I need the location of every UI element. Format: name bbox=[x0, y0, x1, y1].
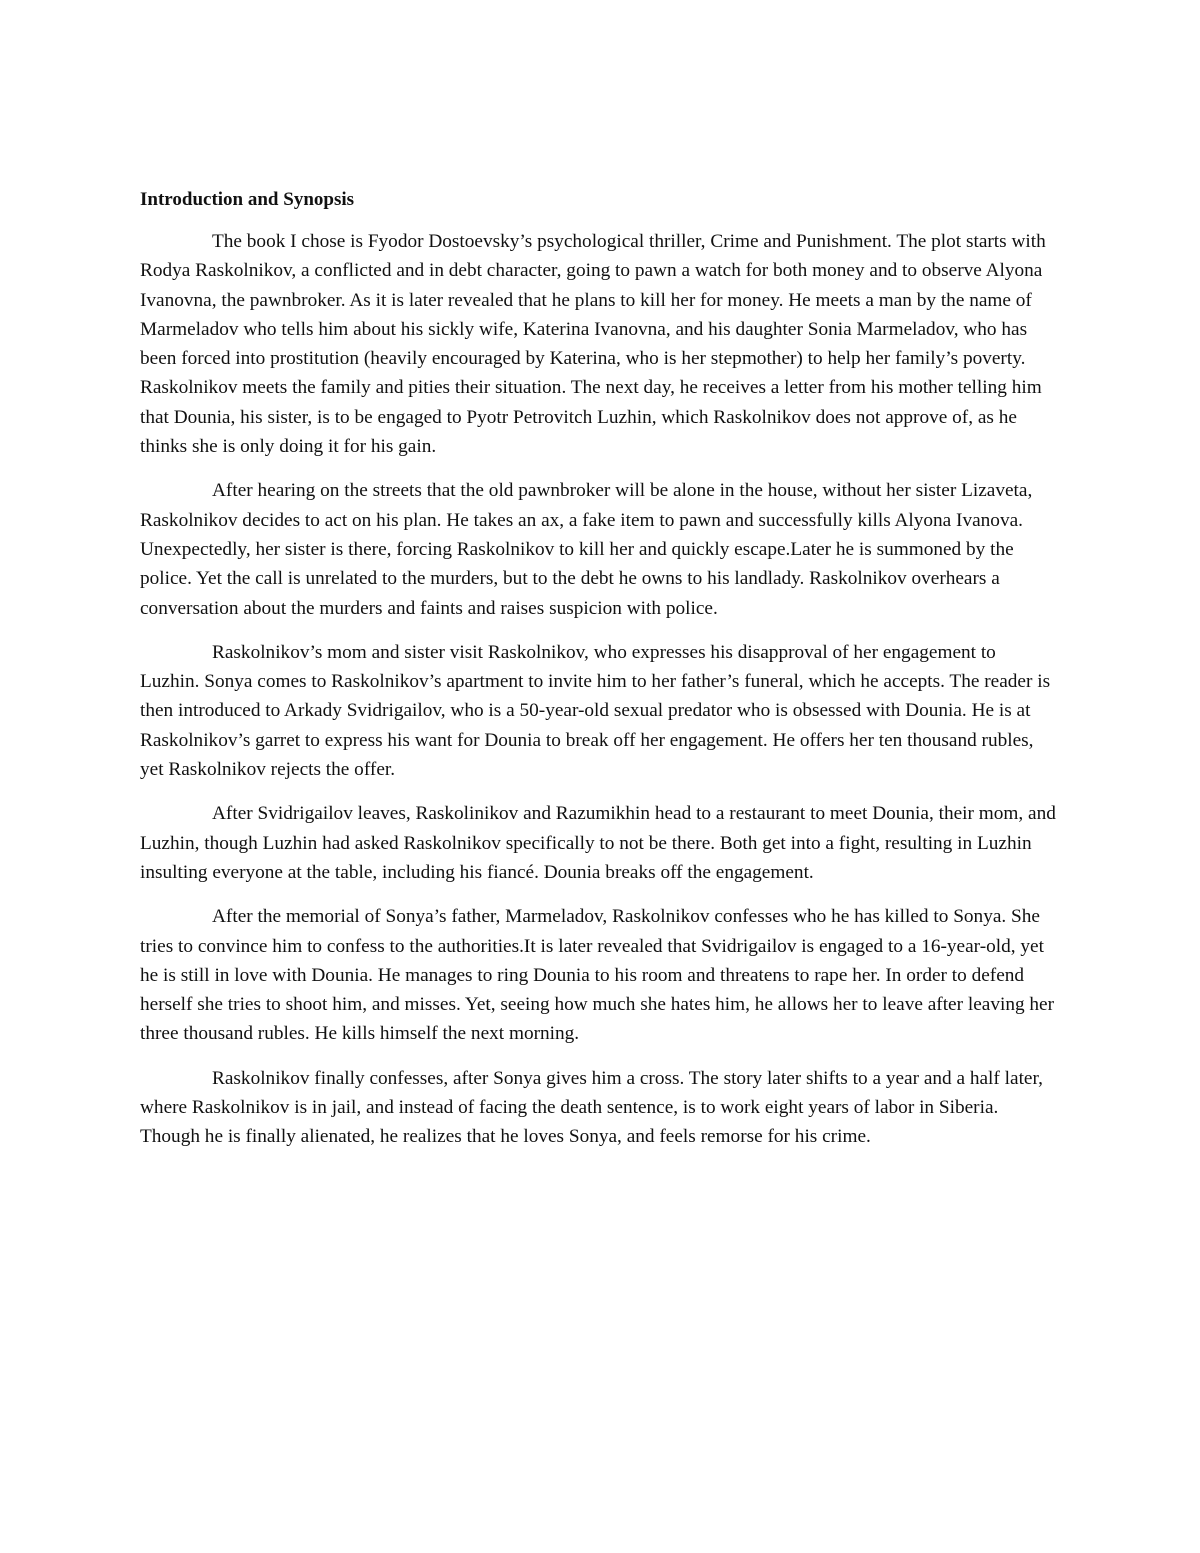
section-heading: Introduction and Synopsis bbox=[140, 189, 355, 210]
paragraph-synopsis-6: Raskolnikov finally confesses, after Sonya gives him a cross. The story later shifts to a year and a half later, where Raskolnikov is in jail, and instead of facing the death sentence, is to work eight years of labor in Siberia. Though he is finally alienated, he realizes that he loves Sonya, and feels remorse for his crime. bbox=[140, 1067, 1043, 1148]
paragraph-synopsis-5: After the memorial of Sonya’s father, Marmeladov, Raskolnikov confesses who he has killed to Sonya. She tries to convince him to confess to the authorities.It is later revealed that Svidrigailov is engaged to a 16-year-old, yet he is still in love with Dounia. He manages to ring Dounia to his room and threatens to rape her. In order to defend herself she tries to shoot him, and misses. Yet, seeing how much she hates him, he allows her to leave after leaving her three thousand rubles. He kills himself the next morning. bbox=[140, 906, 1055, 1045]
paragraph-synopsis-1: The book I chose is Fyodor Dostoevsky’s psychological thriller, Crime and Punishment. The plot starts with Rodya Raskolnikov, a conflicted and in debt character, going to pawn a watch for both money and to observe Alyona Ivanovna, the pawnbroker. As it is later revealed that he plans to kill her for money. He meets a man by the name of Marmeladov who tells him about his sickly wife, Katerina Ivanovna, and his daughter Sonia Marmeladov, who has been forced into prostitution (heavily encouraged by Katerina, who is her stepmother) to help her family’s poverty. Raskolnikov meets the family and pities their situation. The next day, he receives a letter from his mother telling him that Dounia, his sister, is to be engaged to Pyotr Petrovitch Luzhin, which Raskolnikov does not approve of, as he thinks she is only doing it for his gain. bbox=[140, 231, 1046, 458]
document-page bbox=[140, 185, 1060, 1167]
paragraph-synopsis-3: Raskolnikov’s mom and sister visit Raskolnikov, who expresses his disapproval of her engagement to Luzhin. Sonya comes to Raskolnikov’s apartment to invite him to her father’s funeral, which he accepts. The reader is then introduced to Arkady Svidrigailov, who is a 50-year-old sexual predator who is obsessed with Dounia. He is at Raskolnikov’s garret to express his want for Dounia to break off her engagement. He offers her ten thousand rubles, yet Raskolnikov rejects the offer. bbox=[140, 641, 1051, 781]
paragraph-synopsis-4: After Svidrigailov leaves, Raskolinikov and Razumikhin head to a restaurant to meet Dounia, their mom, and Luzhin, though Luzhin had asked Raskolnikov specifically to not be there. Both get into a fight, resulting in Luzhin insulting everyone at the table, including his fiancé. Dounia breaks off the engagement. bbox=[140, 803, 1056, 883]
paragraph-synopsis-2: After hearing on the streets that the old pawnbroker will be alone in the house, without her sister Lizaveta, Raskolnikov decides to act on his plan. He takes an ax, a fake item to pawn and successfully kills Alyona Ivanova. Unexpectedly, her sister is there, forcing Raskolnikov to kill her and quickly escape.Later he is summoned by the police. Yet the call is unrelated to the murders, but to the debt he owns to his landlady. Raskolnikov overhears a conversation about the murders and faints and raises suspicion with police. bbox=[140, 480, 1033, 619]
